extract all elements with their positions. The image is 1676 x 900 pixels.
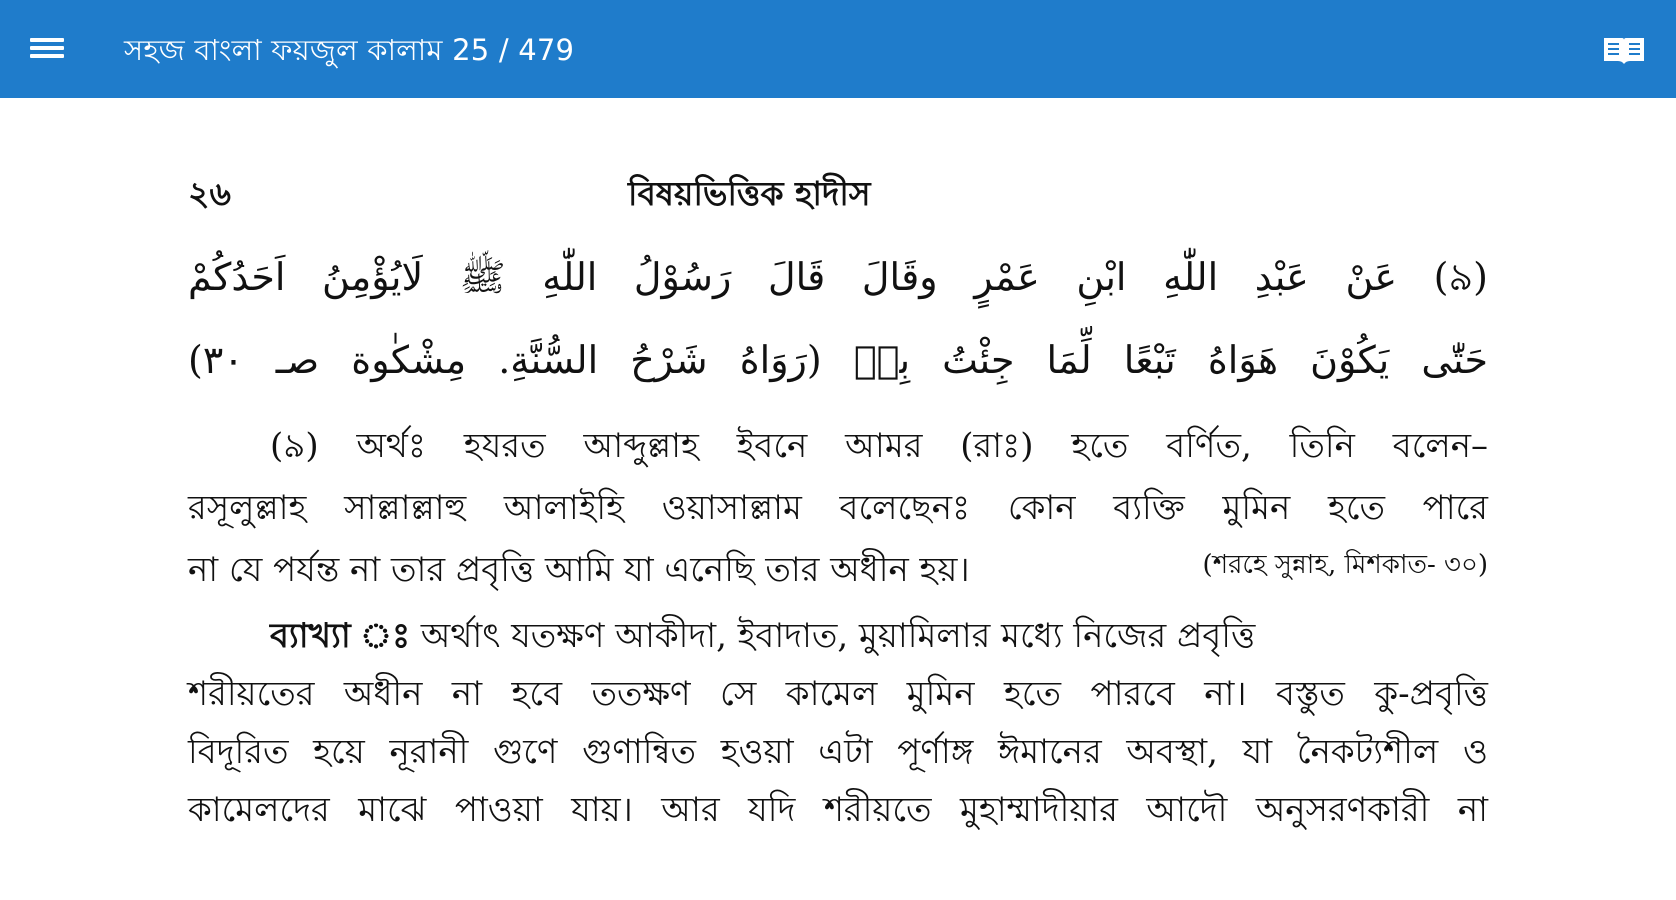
translation-line-3: [188, 544, 1488, 601]
hamburger-menu-icon[interactable]: [30, 34, 66, 62]
translation-reference: (শরহে সুন্নাহ, মিশকাত- ৩০): [1202, 550, 1488, 580]
app-title: সহজ বাংলা ফয়জুল কালাম 25 / 479: [124, 33, 575, 67]
page-header: [188, 168, 1488, 218]
explanation-line-3: বিদূরিত হয়ে নূরানী গুণে গুণান্বিত হওয়া এটা পূর্ণাঙ্গ ঈমানের অবস্থা, যা নৈকট্যশীল ও: [188, 732, 1488, 772]
page-heading: বিষয়ভিত্তিক হাদীস: [628, 174, 871, 213]
translation-line-2: রসূলুল্লাহ সাল্লাল্লাহু আলাইহি ওয়াসাল্লাম বলেছেনঃ কোন ব্যক্তি মুমিন হতে পারে: [188, 488, 1488, 528]
explanation-line-1: [270, 610, 1488, 667]
arabic-hadith-line-2: حَتّٰى يَكُوْنَ هَوَاهُ تَبْعًا لِّمَا جِئْتُ بِهٖ (رَوَاهُ شَرْحُ السُّنَّةِ. مِشْكٰوة صـ ٣٠): [188, 338, 1488, 382]
translation-line-1: (৯) অর্থঃ হযরত আব্দুল্লাহ ইবনে আমর (রাঃ) হতে বর্ণিত, তিনি বলেন–: [270, 426, 1488, 466]
explanation-text-1: অর্থাৎ যতক্ষণ আকীদা, ইবাদাত, মুয়ামিলার মধ্যে নিজের প্রবৃত্তি: [420, 616, 1256, 656]
app-bar: [0, 0, 1676, 98]
explanation-line-4: কামেলদের মাঝে পাওয়া যায়। আর যদি শরীয়তে মুহাম্মাদীয়ার আদৌ অনুসরণকারী না: [188, 790, 1488, 830]
book-page[interactable]: [0, 98, 1676, 900]
open-book-icon[interactable]: [1602, 32, 1646, 68]
arabic-hadith-line-1: (৯) عَنْ عَبْدِ اللّٰهِ ابْنِ عَمْرٍ وقَالَ قَالَ رَسُوْلُ اللّٰهِ ﷺ لَايُؤْمِنُ اَحَدُكُمْ: [188, 255, 1488, 299]
translation-text: না যে পর্যন্ত না তার প্রবৃত্তি আমি যা এনেছি তার অধীন হয়।: [188, 550, 970, 590]
page-number: ২৬: [188, 174, 231, 213]
explanation-line-2: শরীয়তের অধীন না হবে ততক্ষণ সে কামেল মুমিন হতে পারবে না। বস্তুত কু-প্রবৃত্তি: [188, 674, 1488, 714]
explanation-label: ব্যাখ্যা ঃ: [270, 616, 411, 656]
